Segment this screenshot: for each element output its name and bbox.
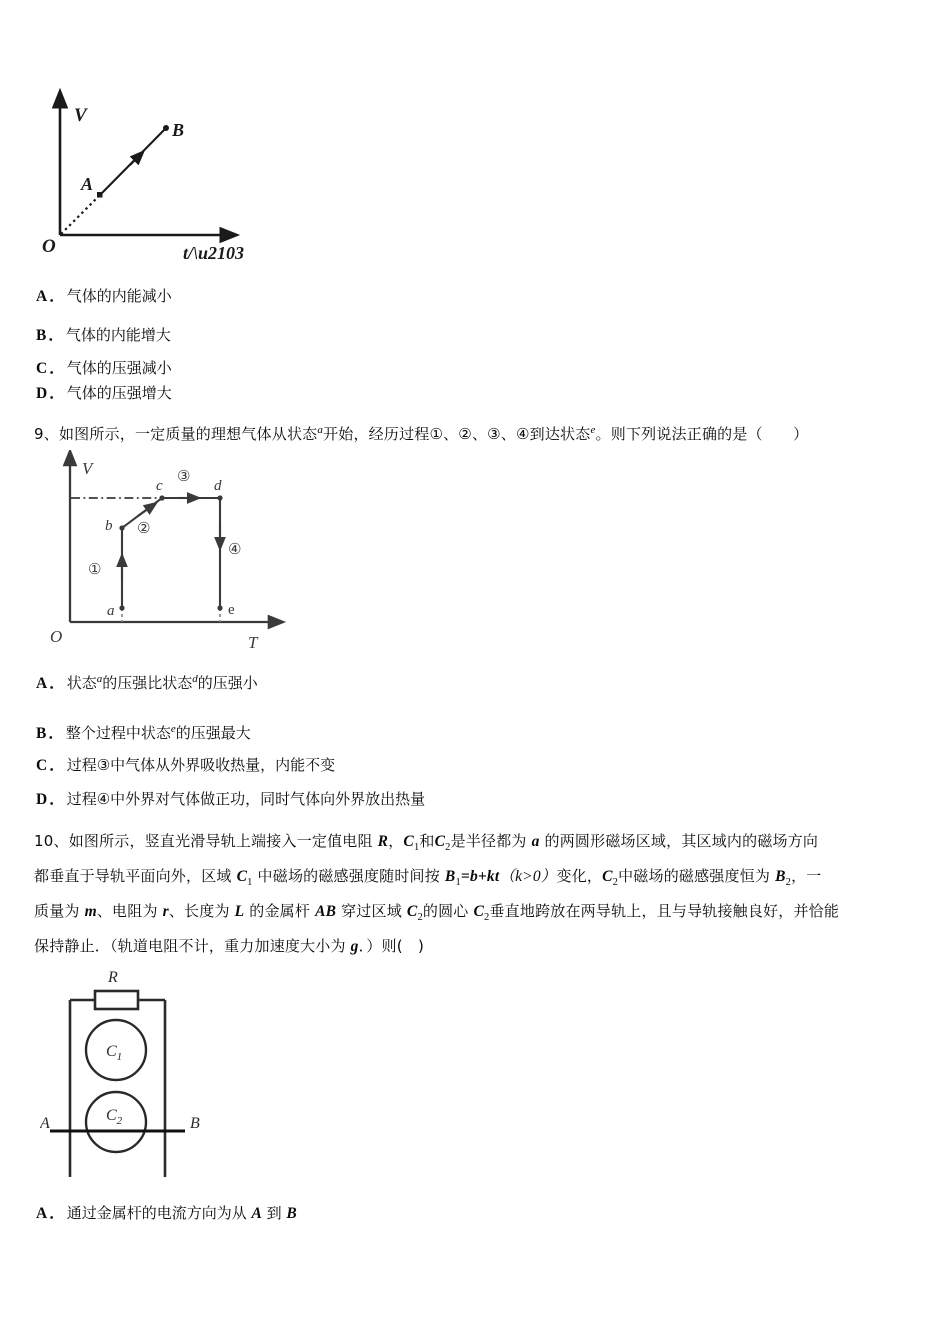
q10-line3-c2b-sub: 2 — [484, 912, 490, 924]
direction-arrow-ab — [130, 155, 140, 165]
q9-option-a-post: 的压强小 — [197, 674, 258, 693]
q10-stem-line-2 — [34, 866, 822, 890]
q9-option-b: B ． 整个过程中状态$^e$的压强最大 — [36, 723, 251, 743]
q8-option-a-text: 气体的内能减小 — [66, 287, 172, 305]
origin-label: O — [42, 236, 56, 257]
q10-b1-subscript: 1 — [455, 877, 461, 889]
origin-label-2: O — [50, 627, 63, 646]
dotted-extension-segment — [61, 195, 100, 234]
q9-option-a-sup1: a — [96, 673, 103, 685]
q10-line2-d: 中磁场的磁感强度恒为 — [618, 867, 776, 885]
q9-option-b-pre: 整个过程中状态 — [65, 724, 171, 743]
q10-option-a-var2: B — [286, 1205, 297, 1222]
q10-line2-e: ，一 — [791, 867, 822, 885]
q10-line1-d: 是半径都为 — [450, 832, 532, 850]
state-label-c: c — [156, 478, 163, 494]
q9-option-a-sup2: d — [192, 673, 198, 685]
process-label-2: ② — [137, 519, 151, 537]
q10-line2-c2: C — [602, 868, 613, 885]
q10-length-symbol: L — [234, 903, 245, 920]
q10-line2-c1: C — [236, 868, 248, 885]
q10-line2-c: 变化， — [556, 867, 603, 885]
q10-c1-symbol: C — [403, 833, 414, 850]
q10-stem-line-3 — [34, 901, 839, 925]
q10-option-a-label: A — [36, 1205, 48, 1222]
q9-state-end: e — [590, 424, 596, 436]
v-t-process-svg — [42, 450, 332, 660]
c2-label: $C_2$ — [106, 1107, 123, 1127]
q10-line3-c2b: C — [473, 903, 485, 920]
q9-number: 9、 — [34, 425, 59, 444]
state-label-b: b — [105, 518, 113, 534]
figure-circuit-diagram — [40, 965, 240, 1190]
axis-label-v: V — [74, 105, 87, 126]
q9-stem-part3: 。则下列说法正确的是（ ） — [595, 425, 809, 444]
process-label-1: ① — [88, 560, 102, 578]
q8-option-c-text: 气体的压强减小 — [66, 359, 172, 377]
q10-line2-c1-sub: 1 — [247, 877, 253, 889]
q10-line3-a: 质量为 — [34, 902, 85, 920]
state-label-e: e — [228, 602, 235, 618]
figure-v-t-diagram — [40, 80, 310, 270]
q8-option-a-label: A — [36, 288, 48, 305]
process-label-3: ③ — [177, 467, 191, 485]
terminal-label-a: A — [40, 1115, 50, 1132]
q9-option-a: A ． 状态$^a$的压强比状态$^d$的压强小 — [36, 673, 258, 693]
point-label-b: B — [172, 120, 185, 140]
state-point-c — [159, 495, 164, 500]
q8-option-b: B ． 气体的内能增大 — [36, 326, 171, 344]
q8-option-a: A ． 气体的内能减小 — [36, 287, 172, 305]
state-point-e — [217, 605, 222, 610]
q10-line1-c: 和 — [419, 832, 435, 850]
q10-option-a-pre: 通过金属杆的电流方向为从 — [66, 1204, 252, 1222]
q8-option-d-label: D — [36, 385, 48, 402]
q10-line3-c2: C — [406, 903, 418, 920]
q9-state-start: a — [317, 424, 324, 436]
q9-option-d: D ． 过程④中外界对气体做正功，同时气体向外界放出热量 — [36, 790, 426, 808]
q10-line3-d: 的金属杆 — [244, 902, 316, 920]
q9-stem-part1: 如图所示，一定质量的理想气体从状态 — [58, 425, 318, 444]
q8-option-d: D ． 气体的压强增大 — [36, 384, 172, 402]
q9-option-d-label: D — [36, 791, 48, 808]
q9-option-c: C ． 过程③中气体从外界吸收热量，内能不变 — [36, 756, 336, 774]
q10-b1-symbol: B — [444, 868, 456, 885]
q10-b2-symbol: B — [775, 868, 786, 885]
q10-rod-symbol: AB — [315, 903, 337, 920]
state-point-a — [119, 605, 124, 610]
state-label-a: a — [107, 603, 115, 619]
terminal-label-b: B — [190, 1115, 200, 1132]
process-label-4: ④ — [228, 540, 242, 558]
resistor-label: R — [108, 969, 118, 986]
q10-line4-b: ．）则( ) — [358, 937, 425, 955]
q10-option-a-var1: A — [251, 1205, 262, 1222]
q10-k-condition: （k>0） — [499, 868, 557, 885]
q8-option-d-text: 气体的压强增大 — [66, 384, 172, 402]
q10-c2-symbol: C — [434, 833, 446, 850]
q9-option-a-mid: 的压强比状态 — [102, 674, 193, 693]
point-label-a: A — [81, 174, 94, 194]
q10-line1-e: 的两圆形磁场区域，其区域内的磁场方向 — [539, 832, 819, 850]
q10-resistor-symbol: R — [377, 833, 389, 850]
q9-option-a-pre: 状态 — [66, 674, 97, 693]
figure-v-t-process-diagram — [42, 450, 332, 660]
q10-rod-resistance-symbol: r — [162, 903, 169, 920]
point-a-marker — [97, 192, 103, 198]
process-2-arrow — [138, 506, 152, 516]
q10-line2-a: 都垂直于导轨平面向外，区域 — [34, 867, 237, 885]
q8-option-b-label: B — [36, 327, 47, 344]
state-label-d: d — [214, 478, 222, 494]
q10-line3-f: 的圆心 — [422, 902, 474, 920]
q8-option-c-label: C — [36, 360, 48, 377]
q9-stem-part2: 开始，经历过程①、②、③、④到达状态 — [323, 425, 591, 444]
q10-option-a: A ． 通过金属杆的电流方向为从 A 到 B — [36, 1204, 297, 1222]
q9-option-b-post: 的压强最大 — [175, 724, 251, 743]
c1-label: $C_1$ — [106, 1043, 123, 1063]
q9-option-b-sup1: e — [170, 723, 176, 735]
q10-line1-b: ， — [388, 832, 404, 850]
q10-option-a-mid: 到 — [261, 1204, 287, 1222]
q9-option-a-label: A — [36, 675, 48, 693]
state-point-b — [119, 525, 124, 530]
v-t-diagram-svg — [40, 80, 310, 270]
q10-line1-a: 如图所示，竖直光滑导轨上端接入一定值电阻 — [68, 832, 378, 850]
q10-line3-c2-sub: 2 — [417, 912, 423, 924]
q9-option-c-label: C — [36, 757, 48, 774]
q9-option-c-text: 过程③中气体从外界吸收热量，内能不变 — [66, 756, 336, 774]
q8-option-b-text: 气体的内能增大 — [65, 326, 171, 344]
resistor-box — [95, 991, 138, 1009]
q10-radius-symbol: a — [531, 833, 540, 850]
q10-c1-subscript: 1 — [413, 842, 420, 854]
q10-line2-b: 中磁场的磁感强度随时间按 — [252, 867, 445, 885]
q10-mass-symbol: m — [84, 903, 97, 920]
q10-line3-c: 、长度为 — [168, 902, 235, 920]
axis-label-v-2: V — [82, 459, 93, 478]
q10-b2-subscript: 2 — [785, 877, 792, 889]
q10-number: 10、 — [34, 832, 69, 850]
q10-stem-line-1 — [34, 831, 818, 855]
q9-option-b-label: B — [36, 725, 47, 743]
q9-option-d-text: 过程④中外界对气体做正功，同时气体向外界放出热量 — [66, 790, 426, 808]
axis-label-t-2: T — [248, 633, 258, 652]
q10-line3-g: 垂直地跨放在两导轨上，且与导轨接触良好，并恰能 — [489, 902, 840, 920]
q10-b1-equation: =b+kt — [460, 868, 500, 885]
q10-line4-a: 保持静止．（轨道电阻不计，重力加速度大小为 — [34, 937, 351, 955]
state-point-d — [217, 495, 222, 500]
q10-c2-subscript: 2 — [445, 842, 451, 854]
circuit-svg — [40, 965, 240, 1190]
q10-stem-line-4 — [34, 936, 424, 958]
axis-label-t-celsius: t/\u2103 — [183, 243, 245, 263]
q9-stem — [34, 423, 808, 447]
q10-line2-c2-sub: 2 — [612, 877, 619, 889]
q10-gravity-symbol: g — [350, 938, 359, 955]
point-b-marker — [163, 125, 169, 131]
q10-line3-b: 、电阻为 — [96, 902, 163, 920]
q8-option-c: C ． 气体的压强减小 — [36, 359, 172, 377]
q10-line3-e: 穿过区域 — [336, 902, 407, 920]
